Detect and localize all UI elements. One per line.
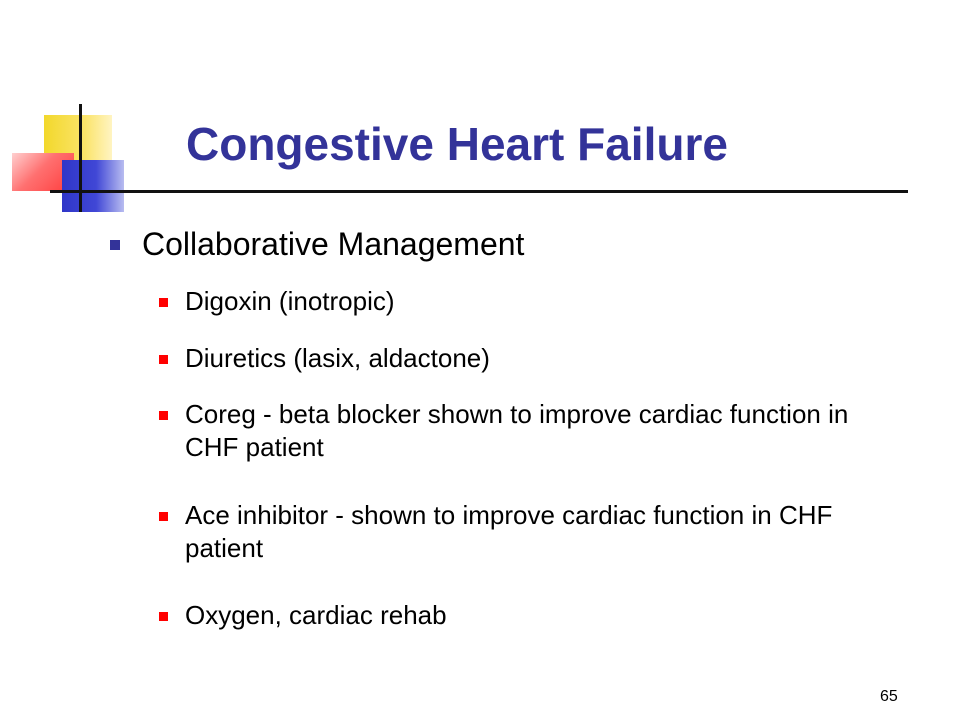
- list-item: Ace inhibitor - shown to improve cardiac function in CHF patient: [185, 500, 833, 563]
- list-item: Coreg - beta blocker shown to improve cardiac function in CHF patient: [185, 399, 849, 462]
- sub-bullet-icon: [159, 411, 168, 420]
- list-item: Diuretics (lasix, aldactone): [185, 343, 490, 373]
- sub-bullet-icon: [159, 612, 168, 621]
- page-number: 65: [880, 688, 898, 705]
- bullet-heading: Collaborative Management: [142, 226, 525, 262]
- title-underline: [50, 190, 908, 193]
- logo-vertical-line: [79, 104, 82, 212]
- sub-bullet-icon: [159, 355, 168, 364]
- bullet-icon: [110, 240, 120, 250]
- sub-bullet-icon: [159, 298, 168, 307]
- list-item: Digoxin (inotropic): [185, 286, 395, 316]
- decorative-logo: [0, 0, 140, 230]
- sub-bullet-icon: [159, 512, 168, 521]
- slide-title: Congestive Heart Failure: [186, 118, 728, 170]
- list-item: Oxygen, cardiac rehab: [185, 600, 447, 630]
- logo-blue-square: [62, 160, 124, 212]
